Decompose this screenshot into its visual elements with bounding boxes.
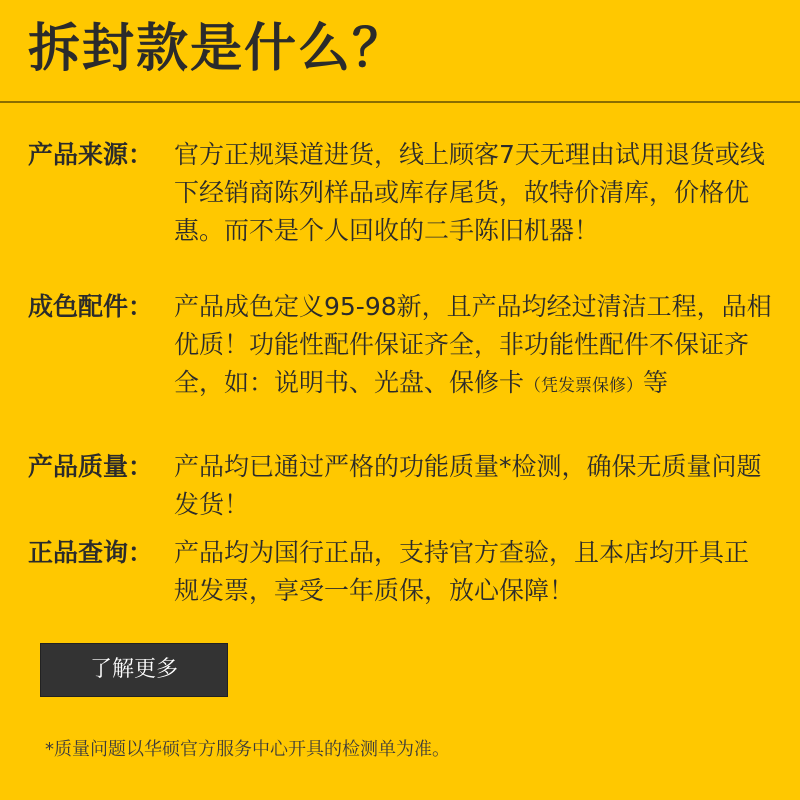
section-quality [28, 448, 773, 524]
section-label: 产品质量： [28, 452, 154, 481]
section-text: 产品成色定义95-98新，且产品均经过清洁工程，品相优质！功能性配件保证齐全，非功能性配件不保证齐全，如：说明书、光盘、保修卡 [174, 292, 772, 397]
section-text-wrap [174, 288, 773, 405]
learn-more-button[interactable]: 了解更多 [41, 644, 227, 696]
section-label: 产品来源： [28, 140, 154, 169]
section-text: 官方正规渠道进货，线上顾客7天无理由试用退货或线下经销商陈列样品或库存尾货，故特价清库，价格优惠。而不是个人回收的二手陈旧机器！ [174, 140, 765, 245]
section-condition [28, 288, 773, 405]
section-authenticity [28, 534, 773, 610]
section-small-note: （凭发票保修） [524, 376, 644, 396]
page-title: 拆封款是什么？ [28, 19, 407, 79]
section-label: 成色配件： [28, 292, 154, 321]
section-source [28, 136, 773, 250]
header-divider [0, 101, 800, 103]
section-text: 产品均已通过严格的功能质量*检测，确保无质量问题发货！ [174, 452, 762, 519]
section-text: 产品均为国行正品，支持官方查验，且本店均开具正规发票，享受一年质保，放心保障！ [174, 538, 750, 605]
section-tail-text: 等 [643, 368, 669, 397]
section-label: 正品查询： [28, 538, 154, 567]
footnote: *质量问题以华硕官方服务中心开具的检测单为准。 [45, 739, 450, 760]
